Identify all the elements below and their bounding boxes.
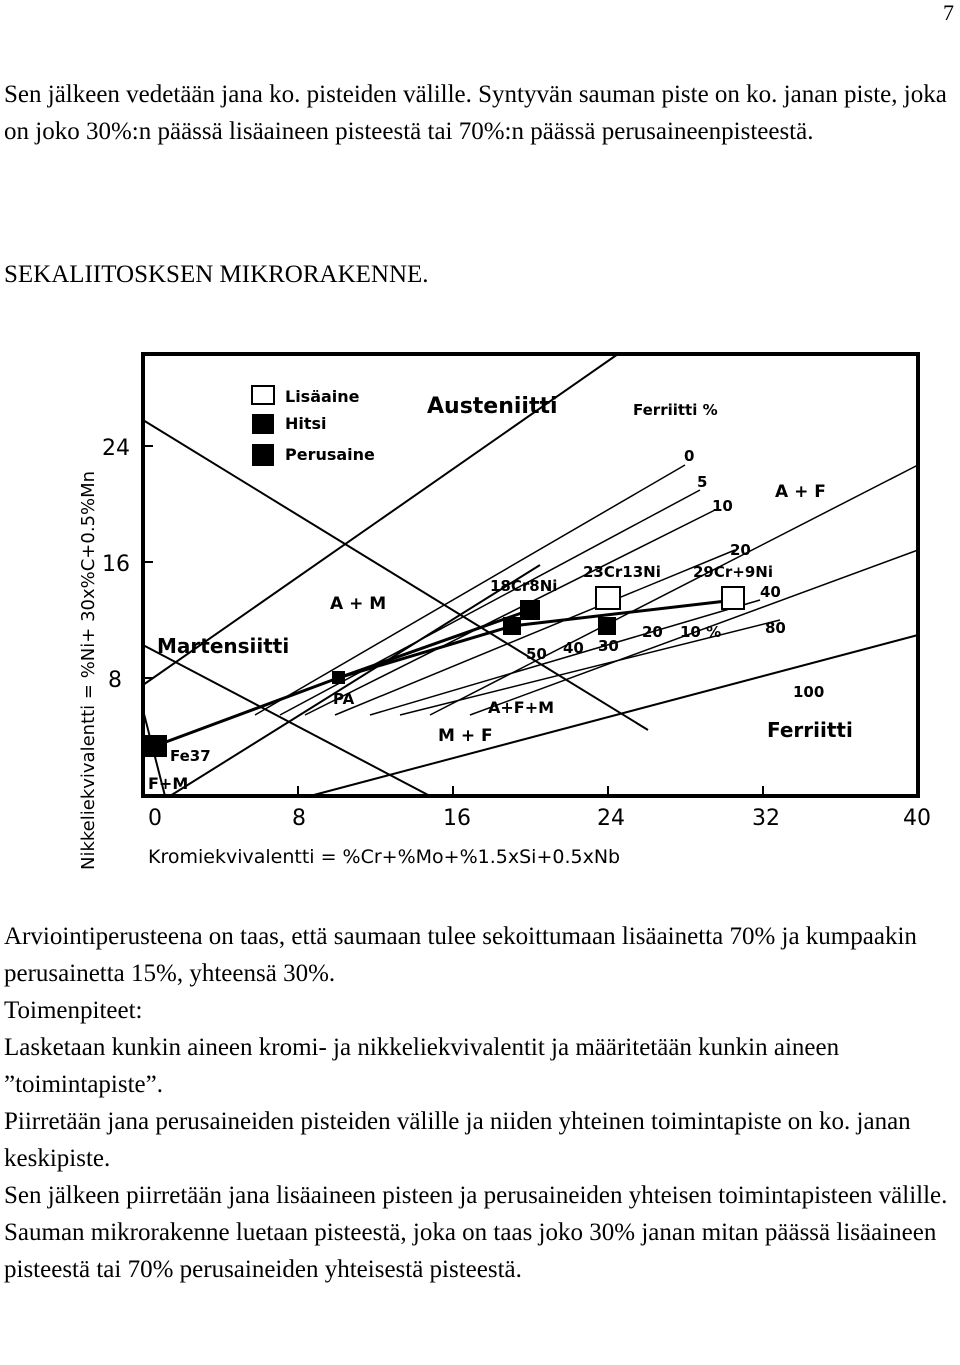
point-29cr9ni [722,587,744,609]
body-line-toimenpiteet: Toimenpiteet: [4,997,143,1024]
label-18cr8ni: 18Cr8Ni [490,577,558,595]
region-a-f-m: A+F+M [488,698,555,717]
label-23cr13ni: 23Cr13Ni [583,563,661,581]
region-m-f: M + F [438,726,493,746]
region-ferriitti: Ferriitti [767,718,853,742]
region-f-m: F+M [148,774,189,793]
boundary-a-m-line [143,420,648,730]
ferrite-label-40: 40 [760,583,781,601]
section-heading: SEKALIITOSKSEN MIKRORAKENNE. [4,261,429,288]
mix-label-40: 40 [563,639,584,657]
mix-line-pa-18cr [338,610,530,678]
ferrite-label-10: 10 [712,497,733,515]
legend-hitsi: Hitsi [285,414,327,433]
body-line-criteria: Arviointiperusteena on taas, että saumaan tulee sekoittumaan lisäainetta 70% ja kumpaakin perusainetta 15%, yhteensä 30%. [4,923,917,987]
point-18cr8ni [520,600,540,620]
ferrite-pct-label: 10 % [680,623,722,641]
label-pa: PA [333,690,355,708]
intro-paragraph: Sen jälkeen vedetään jana ko. pisteiden välille. Syntyvän sauman piste on ko. janan piste, joka on joko 30%:n päässä lisäaineen pisteestä tai 70%:n päässä perusaineenpisteestä. [4,81,947,145]
x-tick-label-0: 0 [148,806,162,831]
legend-perusaine: Perusaine [285,445,375,464]
ferrite-label-0: 0 [684,447,695,465]
x-axis-label: Kromiekvivalentti = %Cr+%Mo+%1.5xSi+0.5xNb [148,846,621,868]
point-pa [332,671,345,684]
region-austeniitti: Austeniitti [427,394,558,419]
body-line-step-4: Sauman mikrorakenne luetaan pisteestä, joka on taas joko 30% janan mitan päässä lisäaineen pisteestä tai 70% perusaineiden yhteisestä pisteestä. [4,1219,937,1283]
point-weld-mid [503,617,521,635]
x-tick-label-16: 16 [443,806,471,831]
region-a-m: A + M [330,594,387,614]
legend-lisaaine: Lisäaine [285,387,360,406]
body-text [4,918,954,1288]
ferrite-label-100: 100 [793,683,825,701]
label-29cr9ni: 29Cr+9Ni [693,563,773,581]
ferrite-label-20: 20 [730,541,751,559]
page-number: 7 [943,0,954,25]
y-tick-label-8: 8 [108,668,122,693]
label-fe37: Fe37 [170,747,211,765]
legend-perusaine-square [252,444,274,466]
y-tick-label-24: 24 [102,436,130,461]
point-23cr13ni [596,587,620,609]
x-tick-label-24: 24 [597,806,625,831]
schaeffler-diagram [0,315,960,875]
mix-label-30: 30 [598,637,619,655]
x-tick-label-32: 32 [752,806,780,831]
legend-hitsi-square [252,414,274,434]
y-axis-label: Nikkeliekvivalentti = %Ni+ 30x%C+0.5%Mn [78,470,99,870]
y-tick-label-16: 16 [102,552,130,577]
ferrite-label-5: 5 [697,473,708,491]
body-line-step-1: Lasketaan kunkin aineen kromi- ja nikkeliekvivalentit ja määritetään kunkin aineen ”toimintapiste”. [4,1034,840,1098]
body-line-step-3: Sen jälkeen piirretään jana lisäaineen pisteen ja perusaineiden yhteisen toimintapisteen välille. [4,1182,948,1209]
region-martensiitti: Martensiitti [157,634,290,658]
ferrite-label-80: 80 [765,619,786,637]
mix-label-50: 50 [526,645,547,663]
ferrite-title: Ferriitti % [633,401,718,419]
body-line-step-2: Piirretään jana perusaineiden pisteiden välille ja niiden yhteinen toimintapiste on ko. janan keskipiste. [4,1108,911,1172]
ferrite-mid-label: 20 [642,623,663,641]
legend-open-square [252,386,274,404]
ferrite-iso-lines [255,465,918,715]
point-fe37 [145,735,167,757]
x-tick-label-8: 8 [292,806,306,831]
x-tick-label-40: 40 [903,806,931,831]
point-weld-30 [598,617,616,635]
region-a-f: A + F [775,482,826,502]
